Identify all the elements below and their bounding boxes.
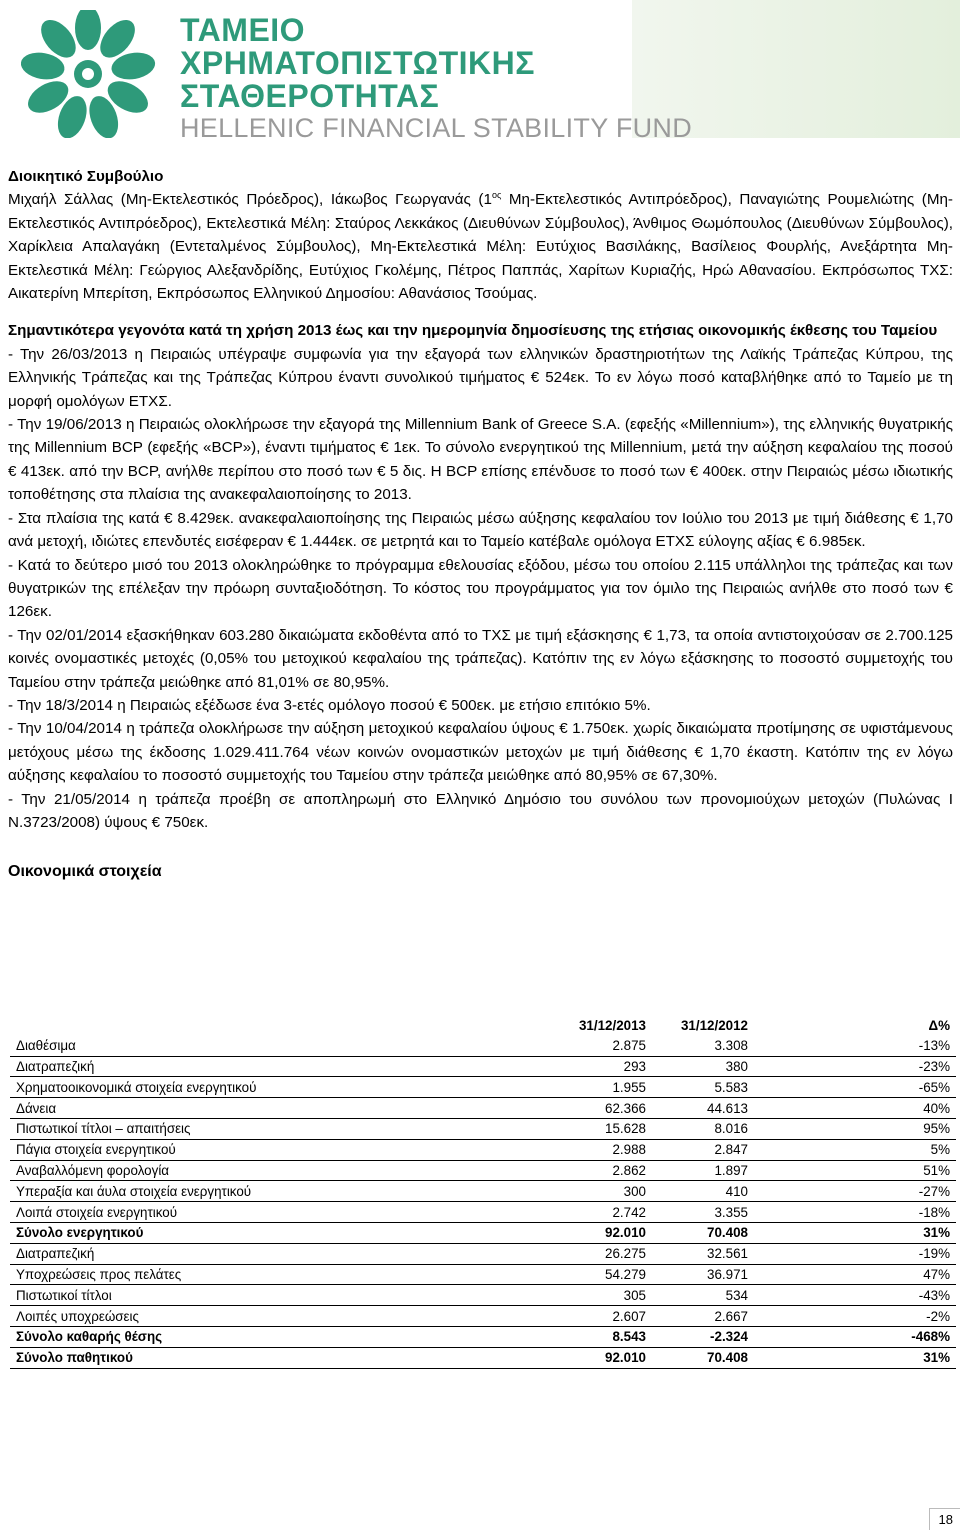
- cell-2013: 62.366: [550, 1098, 652, 1119]
- board-title: Διοικητικό Συμβούλιο: [8, 168, 164, 185]
- table-row: [10, 1139, 956, 1160]
- cell-delta: 95%: [754, 1118, 956, 1139]
- cell-delta: -23%: [754, 1056, 956, 1077]
- cell-delta: -2%: [754, 1306, 956, 1327]
- cell-2013: 305: [550, 1285, 652, 1306]
- cell-delta: 40%: [754, 1098, 956, 1119]
- row-label: Σύνολο ενεργητικού: [10, 1222, 550, 1243]
- row-label: Λοιπές υποχρεώσεις: [10, 1306, 550, 1327]
- cell-2012: -2.324: [652, 1326, 754, 1347]
- row-label: Δάνεια: [10, 1098, 550, 1119]
- row-label: Σύνολο παθητικού: [10, 1347, 550, 1368]
- row-label: Σύνολο καθαρής θέσης: [10, 1326, 550, 1347]
- row-label: Πάγια στοιχεία ενεργητικού: [10, 1139, 550, 1160]
- row-label: Διατραπεζική: [10, 1056, 550, 1077]
- cell-delta: -468%: [754, 1326, 956, 1347]
- column-header-2012: 31/12/2012: [680, 1018, 748, 1034]
- event-item: - Την 26/03/2013 η Πειραιώς υπέγραψε συμφωνία για την εξαγορά των ελληνικών δραστηριοτήτων της Λαϊκής Τράπεζας Κύπρου, της Ελληνικής Τράπεζας και της Τράπεζας Κύπρου έναντι συνολικού τιμήματος € 524εκ. Το εν λόγω ποσό καταβλήθηκε από το Ταμείο με τη μορφή ομολόγων ΕΤΧΣ.: [8, 345, 953, 410]
- cell-delta: 31%: [754, 1222, 956, 1243]
- event-item: - Την 21/05/2014 η τράπεζα προέβη σε αποπληρωμή στο Ελληνικό Δημόσιο του συνόλου των προνομιούχων μετοχών (Πυλώνας Ι Ν.3723/2008) ύψους € 750εκ.: [8, 790, 953, 831]
- cell-2013: 1.955: [550, 1077, 652, 1098]
- header-logo: [8, 4, 960, 144]
- table-row: [10, 1160, 956, 1181]
- cell-2012: 1.897: [652, 1160, 754, 1181]
- logo-english-name: HELLENIC FINANCIAL STABILITY FUND: [180, 113, 693, 143]
- cell-delta: -19%: [754, 1243, 956, 1264]
- cell-2012: 380: [652, 1056, 754, 1077]
- cell-2012: 3.308: [652, 1036, 754, 1056]
- board-text-part2: Μη-Εκτελεστικός Αντιπρόεδρος), Παναγιώτης Ρουμελιώτης (Μη-Εκτελεστικός Αντιπρόεδρος), Εκτελεστικά Μέλη: Σταύρος Λεκκάκος (Διευθύνων Σύμβουλος), Άνθιμος Θωμόπουλος (Διευθύνων Σύμβουλος), Χαρίκλεια Απαλαγάκη (Εντεταλμένος Σύμβουλος), Μη-Εκτελεστικά Μέλη: Ευτύχιος Βασιλάκης, Βασίλειος Φουρλής, Ανεξάρτητα Μη-Εκτελεστικά Μέλη: Γεώργιος Αλεξανδρίδης, Ευτύχιος Γκολέμης, Πέτρος Παππάς, Χαρίτων Κυριαζής, Ηρώ Αθανασίου. Εκπρόσωπος ΤΧΣ: Αικατερίνη Μπερίτση, Εκπρόσωπος Ελληνικού Δημοσίου: Αθανάσιος Τσούμας.: [8, 191, 953, 303]
- document-body: [8, 165, 953, 884]
- table-row: [10, 1181, 956, 1202]
- page-number-box: [929, 1508, 960, 1530]
- cell-2012: 32.561: [652, 1243, 754, 1264]
- cell-2012: 410: [652, 1181, 754, 1202]
- financials-title: Οικονομικά στοιχεία: [8, 863, 162, 881]
- event-item: - Στα πλαίσια της κατά € 8.429εκ. ανακεφαλαιοποίησης της Πειραιώς μέσω αύξησης κεφαλαίου τον Ιούλιο του 2013 με τιμή διάθεσης € 1,70 ανά μετοχή, ιδιώτες επενδυτές εισέφεραν € 1.444εκ. σε μετρητά και το Ταμείο κατέβαλε ομόλογα ΕΤΧΣ εύλογης αξίας € 6.985εκ.: [8, 509, 953, 551]
- cell-2012: 8.016: [652, 1118, 754, 1139]
- cell-2013: 293: [550, 1056, 652, 1077]
- cell-delta: -13%: [754, 1036, 956, 1056]
- cell-2012: 70.408: [652, 1347, 754, 1368]
- event-item: - Την 10/04/2014 η τράπεζα ολοκλήρωσε την αύξηση μετοχικού κεφαλαίου ύψους € 1.750εκ. χωρίς δικαιώματα προτίμησης σε υφιστάμενους μετόχους μέσω της έκδοσης 1.029.411.764 νέων κοινών ονομαστικών μετοχών με τιμή διάθεσης € 1,70 έκαστη. Κατόπιν της εν λόγω αύξησης κεφαλαίου το ποσοστό συμμετοχής του Ταμείου στην τράπεζα μειώθηκε από 80,95% σε 67,30%.: [8, 720, 953, 785]
- row-label: Διαθέσιμα: [10, 1036, 550, 1056]
- financials-table-body: [10, 1036, 956, 1368]
- financials-table: [10, 1016, 956, 1369]
- table-row: [10, 1118, 956, 1139]
- event-item: - Την 02/01/2014 εξασκήθηκαν 603.280 δικαιώματα εκδοθέντα από το ΤΧΣ με τιμή εξάσκησης € 1,73, τα οποία αντιστοιχούσαν σε 2.700.125 κοινές ονομαστικές μετοχές (0,05% του μετοχικού κεφαλαίου της τράπεζας). Κατόπιν της εν λόγω εξάσκησης το ποσοστό συμμετοχής του Ταμείου στην τράπεζα μειώθηκε από 81,01% σε 80,95%.: [8, 626, 953, 691]
- events-title: Σημαντικότερα γεγονότα κατά τη χρήση 2013 έως και την ημερομηνία δημοσίευσης της ετήσιας οικονομικής έκθεσης του Ταμείου: [8, 322, 938, 340]
- cell-2013: 8.543: [550, 1326, 652, 1347]
- cell-2012: 36.971: [652, 1264, 754, 1285]
- cell-2013: 2.607: [550, 1306, 652, 1327]
- cell-2013: 2.742: [550, 1202, 652, 1223]
- row-label: Πιστωτικοί τίτλοι – απαιτήσεις: [10, 1118, 550, 1139]
- table-row: [10, 1036, 956, 1056]
- table-row: [10, 1077, 956, 1098]
- hfsf-emblem-icon: [14, 10, 162, 138]
- table-row: [10, 1222, 956, 1243]
- column-header-label: [10, 1016, 550, 1036]
- row-label: Υπεραξία και άυλα στοιχεία ενεργητικού: [10, 1181, 550, 1202]
- cell-2012: 5.583: [652, 1077, 754, 1098]
- cell-2012: 44.613: [652, 1098, 754, 1119]
- cell-delta: -43%: [754, 1285, 956, 1306]
- cell-2012: 2.667: [652, 1306, 754, 1327]
- logo-wordmark: [180, 12, 693, 143]
- cell-2013: 26.275: [550, 1243, 652, 1264]
- logo-line-3: ΣΤΑΘΕΡΟΤΗΤΑΣ: [180, 78, 440, 114]
- cell-2013: 92.010: [550, 1222, 652, 1243]
- cell-2013: 2.875: [550, 1036, 652, 1056]
- table-row: [10, 1306, 956, 1327]
- cell-2012: 534: [652, 1285, 754, 1306]
- column-header-delta: Δ%: [928, 1018, 950, 1034]
- cell-2012: 3.355: [652, 1202, 754, 1223]
- cell-delta: 31%: [754, 1347, 956, 1368]
- board-superscript: ος: [491, 190, 502, 201]
- row-label: Χρηματοοικονομικά στοιχεία ενεργητικού: [10, 1077, 550, 1098]
- row-label: Διατραπεζική: [10, 1243, 550, 1264]
- table-row: [10, 1347, 956, 1368]
- row-label: Λοιπά στοιχεία ενεργητικού: [10, 1202, 550, 1223]
- table-header-row: [10, 1016, 956, 1036]
- logo-line-1: ΤΑΜΕΙΟ: [180, 12, 306, 48]
- logo-line-2: ΧΡΗΜΑΤΟΠΙΣΤΩΤΙΚΗΣ: [180, 45, 535, 81]
- board-text-part1: Μιχαήλ Σάλλας (Μη-Εκτελεστικός Πρόεδρος), Ιάκωβος Γεωργανάς (1: [8, 191, 492, 209]
- cell-delta: 47%: [754, 1264, 956, 1285]
- cell-delta: -27%: [754, 1181, 956, 1202]
- event-item: - Την 19/06/2013 η Πειραιώς ολοκλήρωσε την εξαγορά της Millennium Bank of Greece S.A. (εφεξής «Millennium»), της ελληνικής θυγατρικής της Millennium BCP (εφεξής «BCP»), έναντι τιμήματος € 1εκ. Το σύνολο ενεργητικού της Millennium, μετά την αύξηση κεφαλαίου της ποσού € 413εκ. από την BCP, ανήλθε περίπου στο ποσό των € 5 δις. Η BCP επίσης επένδυσε το ποσό των € 400εκ. στην Πειραιώς μέσω ιδιωτικής τοποθέτησης στα πλαίσια της ανακεφαλαιοποίησης το 2013.: [8, 416, 953, 504]
- cell-2012: 2.847: [652, 1139, 754, 1160]
- page-number: 18: [938, 1512, 953, 1527]
- cell-2012: 70.408: [652, 1222, 754, 1243]
- cell-delta: -65%: [754, 1077, 956, 1098]
- event-item: - Κατά το δεύτερο μισό του 2013 ολοκληρώθηκε το πρόγραμμα εθελουσίας εξόδου, μέσω του οποίου 2.115 υπάλληλοι της τράπεζας και των θυγατρικών της επέλεξαν την πρόωρη συνταξιοδότηση. Το κόστος του προγράμματος για τον όμιλο της Πειραιώς ανήλθε στο ποσό των € 126εκ.: [8, 556, 953, 621]
- event-item: - Την 18/3/2014 η Πειραιώς εξέδωσε ένα 3-ετές ομόλογο ποσού € 500εκ. με ετήσιο επιτόκιο 5%.: [8, 696, 651, 714]
- column-header-2013: 31/12/2013: [578, 1018, 646, 1034]
- table-row: [10, 1285, 956, 1306]
- board-members-text: [8, 188, 953, 305]
- row-label: Υποχρεώσεις προς πελάτες: [10, 1264, 550, 1285]
- row-label: Πιστωτικοί τίτλοι: [10, 1285, 550, 1306]
- table-row: [10, 1326, 956, 1347]
- table-row: [10, 1264, 956, 1285]
- table-row: [10, 1098, 956, 1119]
- cell-2013: 15.628: [550, 1118, 652, 1139]
- cell-delta: -18%: [754, 1202, 956, 1223]
- cell-2013: 54.279: [550, 1264, 652, 1285]
- cell-2013: 2.988: [550, 1139, 652, 1160]
- table-row: [10, 1056, 956, 1077]
- cell-2013: 92.010: [550, 1347, 652, 1368]
- cell-delta: 5%: [754, 1139, 956, 1160]
- cell-delta: 51%: [754, 1160, 956, 1181]
- table-row: [10, 1202, 956, 1223]
- cell-2013: 2.862: [550, 1160, 652, 1181]
- table-row: [10, 1243, 956, 1264]
- cell-2013: 300: [550, 1181, 652, 1202]
- row-label: Αναβαλλόμενη φορολογία: [10, 1160, 550, 1181]
